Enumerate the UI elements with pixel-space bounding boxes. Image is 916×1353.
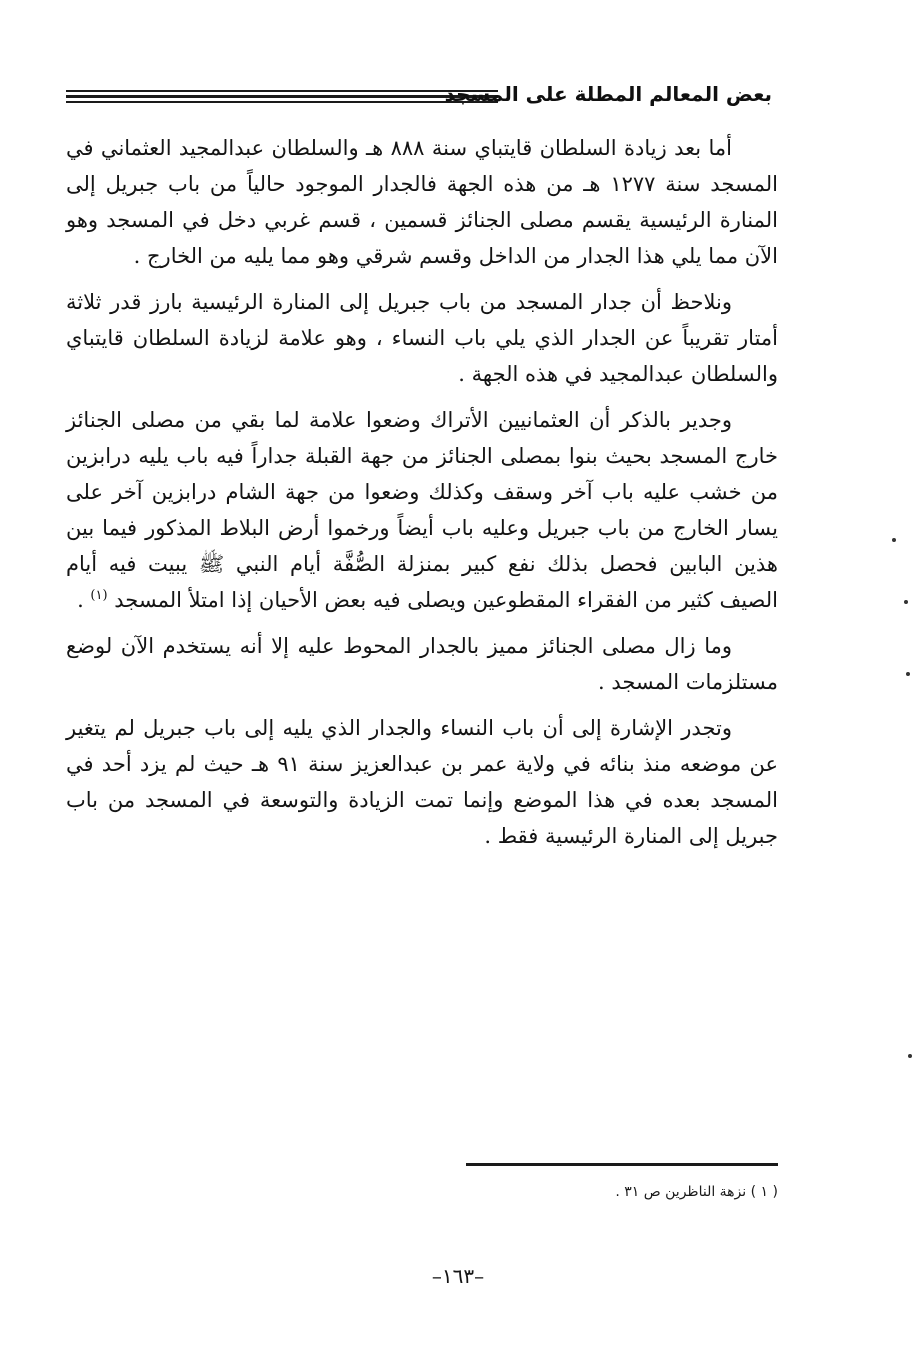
running-header [66,80,772,120]
margin-speck [904,600,908,604]
margin-speck [908,1054,912,1058]
footnote: ( ١ ) نزهة الناظرين ص ٣١ . [615,1184,778,1200]
paragraph-2 [66,284,778,392]
header-rule-bottom [66,101,498,103]
paragraph-3 [66,402,778,618]
header-rule-middle [66,95,498,98]
margin-speck [906,672,910,676]
paragraph-4-text: وما زال مصلى الجنائز مميز بالجدار المحوط عليه إلا أنه يستخدم الآن لوضع مستلزمات المسجد . [66,634,778,694]
footnote-separator [466,1163,778,1166]
body-text [66,130,778,854]
margin-speck [892,538,896,542]
paragraph-2-text: ونلاحظ أن جدار المسجد من باب جبريل إلى المنارة الرئيسية بارز قدر ثلاثة أمتار تقريباً عن الجدار الذي يلي باب النساء ، وهو علامة لزيادة السلطان قايتباي والسلطان عبدالمجيد في هذه الجهة . [66,290,778,386]
paragraph-4 [66,628,778,700]
paragraph-3-text: وجدير بالذكر أن العثمانيين الأتراك وضعوا علامة لما بقي من مصلى الجنائز خارج المسجد بحيث بنوا بمصلى الجنائز من جهة القبلة جداراً فيه باب يليه درابزين من خشب عليه باب آخر وسقف وكذلك وضعوا من جهة الشام درابزين آخر على يسار الخارج من باب جبريل وعليه باب أيضاً ورخموا أرض البلاط المذكور فيما بين هذين البابين فحصل بذلك نفع كبير بمنزلة الصُّفَّة أيام النبي ﷺ يبيت فيه أيام الصيف كثير من الفقراء المقطوعين ويصلى فيه بعض الأحيان إذا امتلأ المسجد [66,408,778,612]
paragraph-1-text: أما بعد زيادة السلطان قايتباي سنة ٨٨٨ هـ والسلطان عبدالمجيد العثماني في المسجد سنة ١٢٧٧ هـ من هذه الجهة فالجدار الموجود حالياً من باب جبريل إلى المنارة الرئيسية يقسم مصلى الجنائز قسمين ، قسم غربي دخل في المسجد وهو الآن مما يلي هذا الجدار من الداخل وقسم شرقي وهو مما يليه من الخارج . [66,136,778,268]
paragraph-5 [66,710,778,854]
page-number: –١٦٣– [431,1264,485,1288]
header-title: بعض المعالم المطلة على المسجد [444,82,772,106]
paragraph-1 [66,130,778,274]
paragraph-5-text: وتجدر الإشارة إلى أن باب النساء والجدار الذي يليه إلى باب جبريل لم يتغير عن موضعه منذ بنائه في ولاية عمر بن عبدالعزيز سنة ٩١ هـ حيث لم يزد أحد في المسجد بعده في هذا الموضع وإنما تمت الزيادة والتوسعة في المسجد من باب جبريل إلى المنارة الرئيسية فقط . [66,716,778,848]
paragraph-3-end: . [77,588,91,612]
footnote-reference[interactable]: (١) [90,588,108,603]
header-rule-top [66,90,498,92]
